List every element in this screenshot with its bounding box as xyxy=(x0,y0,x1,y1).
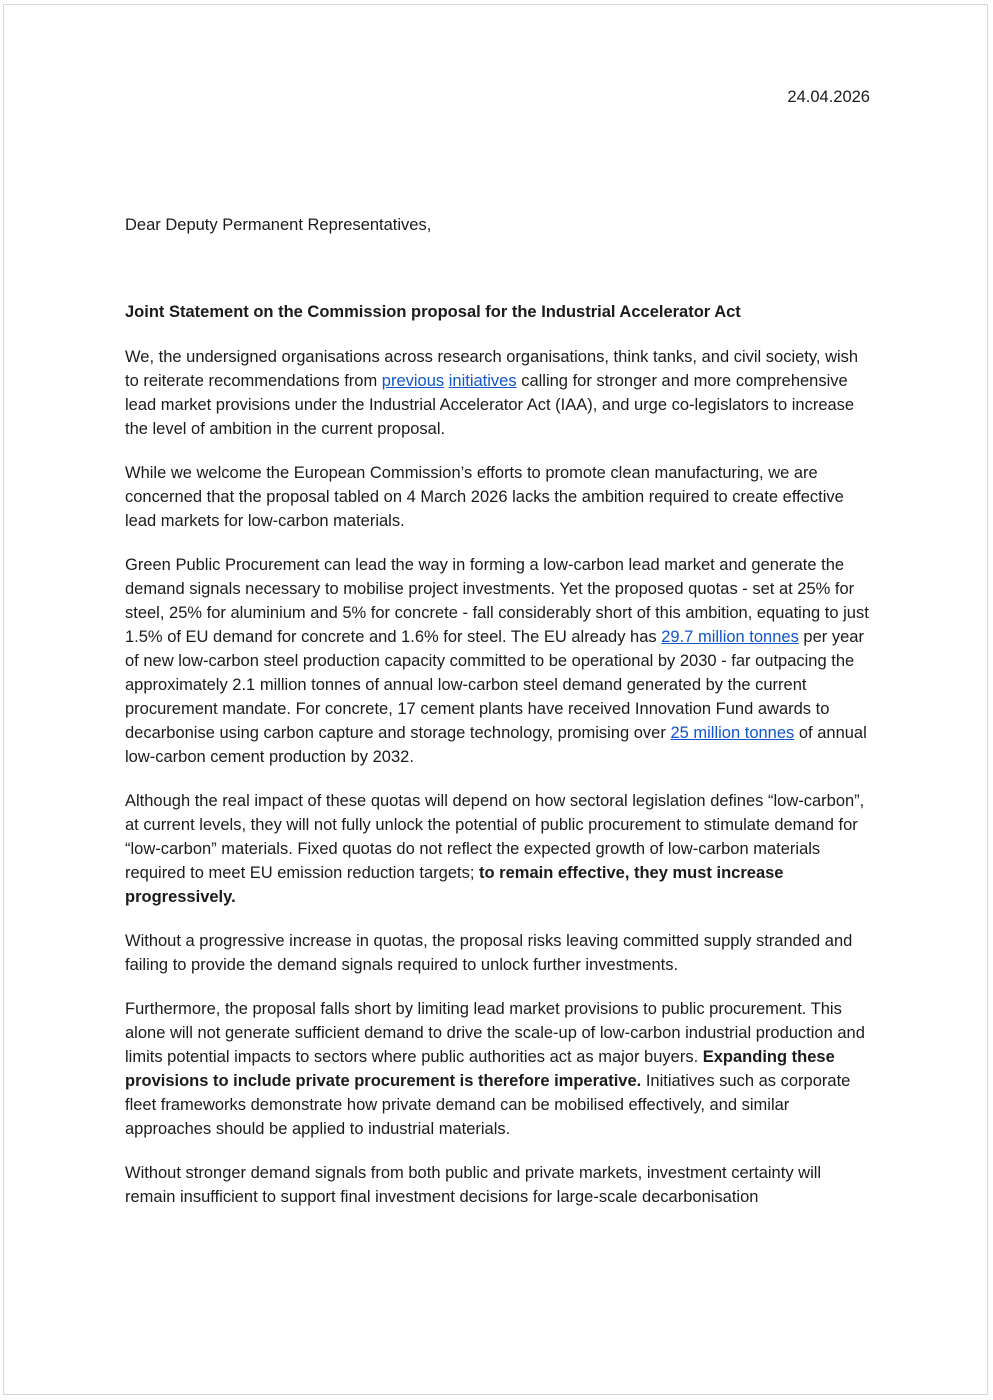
paragraph-private-procurement xyxy=(125,997,870,1141)
initiatives-link[interactable]: initiatives xyxy=(448,372,517,390)
cement-tonnes-link[interactable]: 25 million tonnes xyxy=(670,724,795,742)
paragraph-text: Green Public Procurement can lead the way in forming a low-carbon lead market and generate the demand signals necessary to mobilise project investments. Yet the proposed quotas - set at 25% for steel, 25% for aluminium and 5% for concrete - fall considerably short of this ambition, equating to just 1.5% of EU demand for concrete and 1.6% for steel. The EU already has xyxy=(125,556,869,646)
paragraph-investment-certainty: Without stronger demand signals from both public and private markets, investment certainty will remain insufficient to support final investment decisions for large-scale decarbonisation xyxy=(125,1164,822,1206)
paragraph-text: Initiatives such as corporate fleet frameworks demonstrate how private demand can be mobilised effectively, and similar approaches should be applied to industrial materials. xyxy=(125,1072,851,1138)
date: 24.04.2026 xyxy=(787,88,870,106)
previous-link[interactable]: previous xyxy=(381,372,445,390)
paragraph-quotas-impact xyxy=(125,789,870,909)
paragraph-concern: While we welcome the European Commission’s efforts to promote clean manufacturing, we are concerned that the proposal tabled on 4 March 2026 lacks the ambition required to create effective lead markets for low-carbon materials. xyxy=(125,464,844,530)
salutation: Dear Deputy Permanent Representatives, xyxy=(125,216,432,234)
paragraph-text: calling for stronger and more comprehensive lead market provisions under the Industrial Accelerator Act (IAA), and urge co-legislators to increase the level of ambition in the current proposal. xyxy=(125,372,855,438)
letter-body xyxy=(4,5,987,1209)
steel-tonnes-link[interactable]: 29.7 million tonnes xyxy=(661,628,799,646)
paragraph-text: per year of new low-carbon steel production capacity committed to be operational by 2030 - far outpacing the approximately 2.1 million tonnes of annual low-carbon steel demand generated by the current procurement mandate. For concrete, 17 cement plants have received Innovation Fund awards to decarbonise using carbon capture and storage technology, promising over xyxy=(125,628,864,742)
paragraph-progressive-increase: Without a progressive increase in quotas, the proposal risks leaving committed supply stranded and failing to provide the demand signals required to unlock further investments. xyxy=(125,932,853,974)
paragraph-text: Although the real impact of these quotas will depend on how sectoral legislation defines “low-carbon”, at current levels, they will not fully unlock the potential of public procurement to stimulate demand for “low-carbon” materials. Fixed quotas do not reflect the expected growth of low-carbon materials required to meet EU emission reduction targets; xyxy=(125,792,865,882)
paragraph-procurement xyxy=(125,553,870,769)
bold-statement: Expanding these provisions to include private procurement is therefore imperative. xyxy=(125,1048,835,1090)
bold-statement: to remain effective, they must increase progressively. xyxy=(125,864,784,906)
statement-title: Joint Statement on the Commission proposal for the Industrial Accelerator Act xyxy=(125,303,741,321)
paragraph-text: We, the undersigned organisations across research organisations, think tanks, and civil society, wish to reiterate recommendations from xyxy=(125,348,859,390)
paragraph-intro xyxy=(125,345,870,441)
paragraph-text: Furthermore, the proposal falls short by limiting lead market provisions to public procurement. This alone will not generate sufficient demand to drive the scale-up of low-carbon industrial production and limits potential impacts to sectors where public authorities act as major buyers. xyxy=(125,1000,865,1066)
paragraph-text: of annual low-carbon cement production by 2032. xyxy=(125,724,867,766)
document-page xyxy=(3,4,988,1395)
